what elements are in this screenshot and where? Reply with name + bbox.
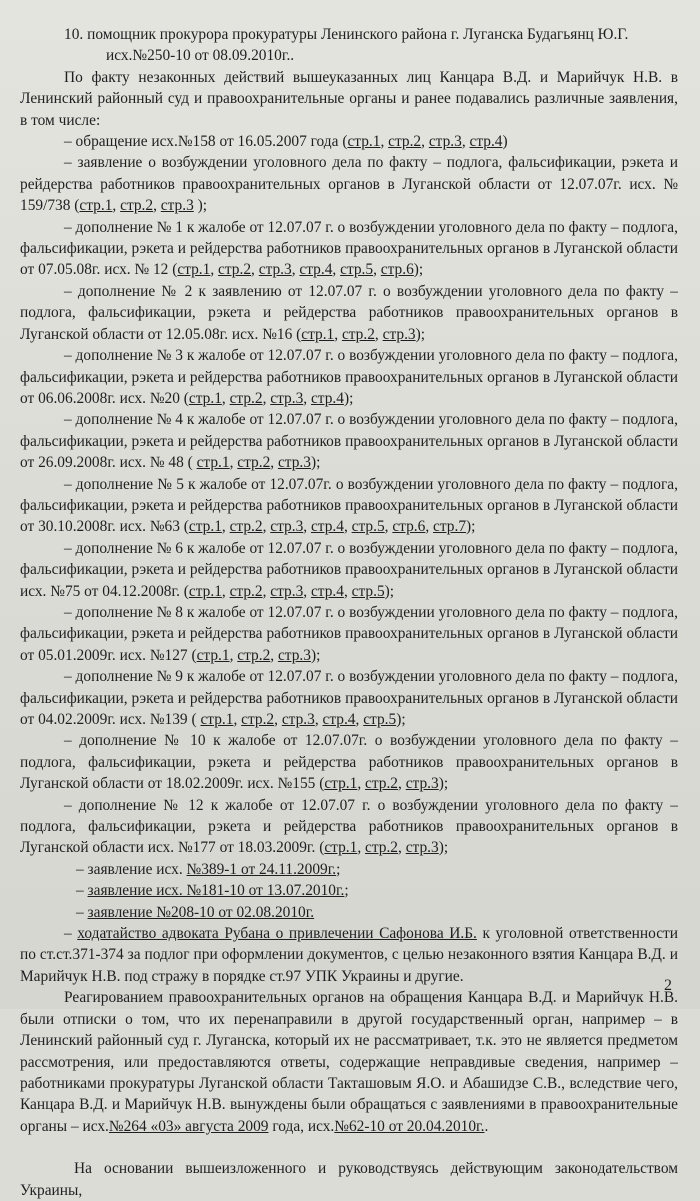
page-link[interactable]: стр.4 <box>310 582 344 600</box>
intro-paragraph: По факту незаконных действий вышеуказанных лиц Канцара В.Д. и Марийчук Н.В. в Ленинский районный суд и правоохранительные органы и ранее подавались различные заявления, в том числе: <box>20 68 678 129</box>
appeal-item: – дополнение № 9 к жалобе от 12.07.07 г. о возбуждении уголовного дела по факту – подлога, фальсификации, рэкета и рейдерства работников правоохранительных органов в Луганской области от 04.02.2009г. исх. №139 ( стр.1, стр.2, стр.3, стр.4, стр.5); <box>20 668 678 728</box>
page-number: 2 <box>664 977 672 994</box>
page-link[interactable]: стр.2 <box>341 325 375 343</box>
short-appeal-link[interactable]: №389-1 от 24.11.2009г. <box>186 860 337 878</box>
short-appeal-prefix: – <box>76 882 88 900</box>
reaction-end: . <box>484 1117 489 1135</box>
appeal-item: – дополнение № 12 к жалобе от 12.07.07 г. о возбуждении уголовного дела по факту – подлога, фальсификации, рэкета и рейдерства работников правоохранительных органов в Луганской области исх. №177 от 18.03.2009г. (стр.1, стр.2, стр.3); <box>20 796 678 857</box>
appeal-text: – дополнение № 6 к жалобе от 12.07.07 г. о возбуждении уголовного дела по факту – подлога, фальсификации, рэкета и рейдерства работников правоохранительных органов в Луганской области исх. №75 от 04.12.2008г. ( <box>20 539 678 600</box>
appeal-item: – обращение исх.№158 от 16.05.2007 года (стр.1, стр.2, стр.3, стр.4) <box>64 133 508 151</box>
appeal-tail: ); <box>413 261 424 279</box>
appeal-text: – дополнение № 12 к жалобе от 12.07.07 г. о возбуждении уголовного дела по факту – подлога, фальсификации, рэкета и рейдерства работников правоохранительных органов в Луганской области исх. №177 от 18.03.2009г. ( <box>20 796 678 857</box>
page-link[interactable]: стр.1 <box>177 261 211 279</box>
short-appeal-link[interactable]: заявление №208-10 от 02.08.2010г. <box>87 903 315 921</box>
appeal-tail: ); <box>438 839 449 857</box>
appeal-text: – дополнение № 1 к жалобе от 12.07.07 г. о возбуждении уголовного дела по факту – подлога, фальсификации, рэкета и рейдерства работников правоохранительных органов в Луганской области от 07.05.08г. исх. № 12 ( <box>20 218 678 279</box>
page-link[interactable]: стр.1 <box>188 582 222 600</box>
page-link[interactable]: стр.4 <box>469 133 503 151</box>
document-body <box>20 24 678 1201</box>
petition-prefix: – <box>64 925 78 943</box>
petition-link[interactable]: ходатайство адвоката Рубана о привлечении Сафонова И.Б. <box>77 925 477 943</box>
appeal-item: – дополнение № 2 к заявлению от 12.07.07 г. о возбуждении уголовного дела по факту – подлога, фальсификации, рэкета и рейдерства работников правоохранительных органов в Луганской области от 12.05.08г. исх. №16 (стр.1, стр.2, стр.3); <box>20 282 678 343</box>
header-line-2: исх.№250-10 от 08.09.2010г.. <box>106 47 295 65</box>
page-link[interactable]: стр.4 <box>310 389 344 407</box>
page-link[interactable]: стр.1 <box>347 133 381 151</box>
appeal-item: – дополнение № 5 к жалобе от 12.07.07г. о возбуждении уголовного дела по факту – подлога, фальсификации, рэкета и рейдерства работников правоохранительных органов в Луганской области от 30.10.2008г. исх. №63 (стр.1, стр.2, стр.3, стр.4, стр.5, стр.6, стр.7); <box>20 475 678 536</box>
page-link[interactable]: стр.2 <box>365 839 398 857</box>
page-link[interactable]: стр.3 <box>270 582 304 600</box>
page-link[interactable]: стр.2 <box>365 775 398 793</box>
page-link[interactable]: стр.7 <box>433 518 467 536</box>
page-link[interactable]: стр.2 <box>241 711 275 728</box>
page-link[interactable]: стр.3 <box>277 454 311 472</box>
page-link[interactable]: стр.3 <box>258 261 292 279</box>
short-appeal-item <box>20 902 678 923</box>
appeal-item: – дополнение № 8 к жалобе от 12.07.07 г. о возбуждении уголовного дела по факту – подлога, фальсификации, рэкета и рейдерства работников правоохранительных органов в Луганской области от 05.01.2009г. исх. №127 (стр.1, стр.2, стр.3); <box>20 603 678 664</box>
reaction-paragraph <box>20 987 678 1137</box>
short-appeal-prefix: – <box>76 903 88 921</box>
appeal-text: – дополнение № 10 к жалобе от 12.07.07г. о возбуждении уголовного дела по факту – подлога, фальсификации, рэкета и рейдерства работников правоохранительных органов в Луганской области от 18.02.2009г. исх. №155 ( <box>20 732 678 793</box>
reaction-link-1[interactable]: №264 «03» августа 2009 <box>108 1117 269 1135</box>
page-link[interactable]: стр.5 <box>363 711 397 728</box>
petition-suffix: к уголовной ответственности по ст.ст.371-374 за подлог при оформлении документов, с целью незаконного взятия Канцара В.Д. и Марийчук Н.В. под стражу в порядке ст.97 УПК Украины и другие. <box>20 925 679 985</box>
reaction-text: Реагированием правоохранительных органов на обращения Канцара В.Д. и Марийчук Н.В. были отписки о том, что их перенаправили в другой государственный орган, например – в Ленинский районный суд г. Луганска, который их не рассматривает, т.к. это не является предметом рассмотрения, или предоставляются ответы, содержащие неправдивые сведения, например – работниками прокуратуры Луганской области Такташовым Я.О. и Абашидзе С.В., вследствие чего, Канцара В.Д. и Марийчук Н.В. вынуждены были обращаться с заявлениями в правоохранительные органы – исх. <box>20 989 678 1135</box>
appeal-text: – дополнение № 8 к жалобе от 12.07.07 г. о возбуждении уголовного дела по факту – подлога, фальсификации, рэкета и рейдерства работников правоохранительных органов в Луганской области от 05.01.2009г. исх. №127 ( <box>20 603 678 664</box>
short-appeal-prefix: – заявление исх. <box>76 860 187 878</box>
page-link[interactable]: стр.3 <box>277 646 311 664</box>
short-appeal-item <box>20 880 678 901</box>
page-link[interactable]: стр.1 <box>188 518 222 536</box>
page-link[interactable]: стр.2 <box>218 261 252 279</box>
appeal-item: – дополнение № 6 к жалобе от 12.07.07 г. о возбуждении уголовного дела по факту – подлога, фальсификации, рэкета и рейдерства работников правоохранительных органов в Луганской области исх. №75 от 04.12.2008г. (стр.1, стр.2, стр.3, стр.4, стр.5); <box>20 539 678 600</box>
appeal-text: – дополнение № 5 к жалобе от 12.07.07г. о возбуждении уголовного дела по факту – подлога, фальсификации, рэкета и рейдерства работников правоохранительных органов в Луганской области от 30.10.2008г. исх. №63 ( <box>20 475 678 536</box>
appeal-text: – дополнение № 2 к заявлению от 12.07.07 г. о возбуждении уголовного дела по факту – подлога, фальсификации, рэкета и рейдерства работников правоохранительных органов в Луганской области от 12.05.08г. исх. №16 ( <box>20 282 678 343</box>
page-link[interactable]: стр.5 <box>351 518 385 536</box>
reaction-mid: года, исх. <box>268 1117 335 1135</box>
page-link[interactable]: стр.2 <box>388 133 422 151</box>
page-link[interactable]: стр.4 <box>322 711 356 728</box>
page-link[interactable]: стр.2 <box>237 646 271 664</box>
appeal-tail: ); <box>193 197 208 215</box>
appeal-item: – заявление о возбуждении уголовного дела по факту – подлога, фальсификации, рэкета и рейдерства работников правоохранительных органов в Луганской области от 12.07.07г. исх. № 159/738 (стр.1, стр.2, стр.3 ); <box>20 154 678 215</box>
page-link[interactable]: стр.3 <box>405 839 439 857</box>
header-line-1: 10. помощник прокурора прокуратуры Ленинского района г. Луганска Будагьянц Ю.Г. <box>64 26 629 43</box>
appeal-tail: ) <box>502 133 508 151</box>
page-link[interactable]: стр.3 <box>270 518 304 536</box>
petition-paragraph <box>20 923 678 987</box>
appeal-text: – дополнение № 9 к жалобе от 12.07.07 г. о возбуждении уголовного дела по факту – подлога, фальсификации, рэкета и рейдерства работников правоохранительных органов в Луганской области от 04.02.2009г. исх. №139 ( <box>20 668 678 728</box>
short-appeal-item <box>20 859 678 880</box>
page-link[interactable]: стр.1 <box>79 197 113 215</box>
page-link[interactable]: стр.2 <box>237 454 271 472</box>
page-link[interactable]: стр.3 <box>270 389 304 407</box>
page-link[interactable]: стр.1 <box>324 775 358 793</box>
page-link[interactable]: стр.3 <box>382 325 416 343</box>
appeal-tail: ); <box>396 711 406 728</box>
appeals-list <box>20 131 678 859</box>
short-appeal-suffix: ; <box>336 860 341 878</box>
appeal-item: – дополнение № 1 к жалобе от 12.07.07 г. о возбуждении уголовного дела по факту – подлога, фальсификации, рэкета и рейдерства работников правоохранительных органов в Луганской области от 07.05.08г. исх. № 12 (стр.1, стр.2, стр.3, стр.4, стр.5, стр.6); <box>20 218 678 279</box>
page-link[interactable]: стр.2 <box>229 389 263 407</box>
appeal-item: – дополнение № 4 к жалобе от 12.07.07 г. о возбуждении уголовного дела по факту – подлога, фальсификации, рэкета и рейдерства работников правоохранительных органов в Луганской области от 26.09.2008г. исх. № 48 ( стр.1, стр.2, стр.3); <box>20 411 678 472</box>
page-link[interactable]: стр.1 <box>200 711 234 728</box>
page-link[interactable]: стр.3 <box>281 711 315 728</box>
conclusion-paragraph: На основании вышеизложенного и руководствуясь действующим законодательством Украины, <box>20 1160 678 1199</box>
short-appeal-suffix: ; <box>344 882 349 900</box>
appeal-text: – заявление о возбуждении уголовного дела по факту – подлога, фальсификации, рэкета и рейдерства работников правоохранительных органов в Луганской области от 12.07.07г. исх. № 159/738 ( <box>20 154 678 215</box>
appeal-text: – дополнение № 3 к жалобе от 12.07.07 г. о возбуждении уголовного дела по факту – подлога, фальсификации, рэкета и рейдерства работников правоохранительных органов в Луганской области от 06.06.2008г. исх. №20 ( <box>20 347 678 407</box>
appeal-tail: ); <box>343 389 354 407</box>
page-link[interactable]: стр.3 <box>405 775 439 793</box>
appeal-tail: ); <box>415 325 426 343</box>
page-link[interactable]: стр.3 <box>428 133 462 151</box>
page-link[interactable]: стр.4 <box>310 518 344 536</box>
page-link[interactable]: стр.6 <box>380 261 414 279</box>
appeal-text: – обращение исх.№158 от 16.05.2007 года ( <box>64 133 348 151</box>
page-link[interactable]: стр.1 <box>301 325 335 343</box>
appeal-item: – дополнение № 10 к жалобе от 12.07.07г. о возбуждении уголовного дела по факту – подлога, фальсификации, рэкета и рейдерства работников правоохранительных органов в Луганской области от 18.02.2009г. исх. №155 (стр.1, стр.2, стр.3); <box>20 732 678 793</box>
page-link[interactable]: стр.5 <box>351 582 385 600</box>
page-link[interactable]: стр.2 <box>229 518 263 536</box>
appeal-tail: ); <box>310 646 321 664</box>
short-appeals-list <box>20 859 678 923</box>
appeal-text: – дополнение № 4 к жалобе от 12.07.07 г. о возбуждении уголовного дела по факту – подлога, фальсификации, рэкета и рейдерства работников правоохранительных органов в Луганской области от 26.09.2008г. исх. № 48 ( <box>20 411 678 472</box>
appeal-tail: ); <box>466 518 476 536</box>
page-link[interactable]: стр.1 <box>196 454 230 472</box>
reaction-link-2[interactable]: №62-10 от 20.04.2010г. <box>334 1117 485 1135</box>
page-link[interactable]: стр.2 <box>229 582 263 600</box>
page-link[interactable]: стр.2 <box>120 197 154 215</box>
appeal-tail: ); <box>310 454 321 472</box>
page-link[interactable]: стр.1 <box>188 389 222 407</box>
appeal-tail: ); <box>384 582 395 600</box>
page-link[interactable]: стр.1 <box>324 839 358 857</box>
short-appeal-link[interactable]: заявление исх. №181-10 от 13.07.2010г. <box>87 882 345 900</box>
page-link[interactable]: стр.1 <box>196 646 230 664</box>
appeal-item: – дополнение № 3 к жалобе от 12.07.07 г. о возбуждении уголовного дела по факту – подлога, фальсификации, рэкета и рейдерства работников правоохранительных органов в Луганской области от 06.06.2008г. исх. №20 (стр.1, стр.2, стр.3, стр.4); <box>20 347 678 407</box>
page-link[interactable]: стр.5 <box>340 261 374 279</box>
appeal-tail: ); <box>438 775 449 793</box>
page-link[interactable]: стр.3 <box>160 197 194 215</box>
page-link[interactable]: стр.4 <box>299 261 333 279</box>
page-link[interactable]: стр.6 <box>392 518 426 536</box>
